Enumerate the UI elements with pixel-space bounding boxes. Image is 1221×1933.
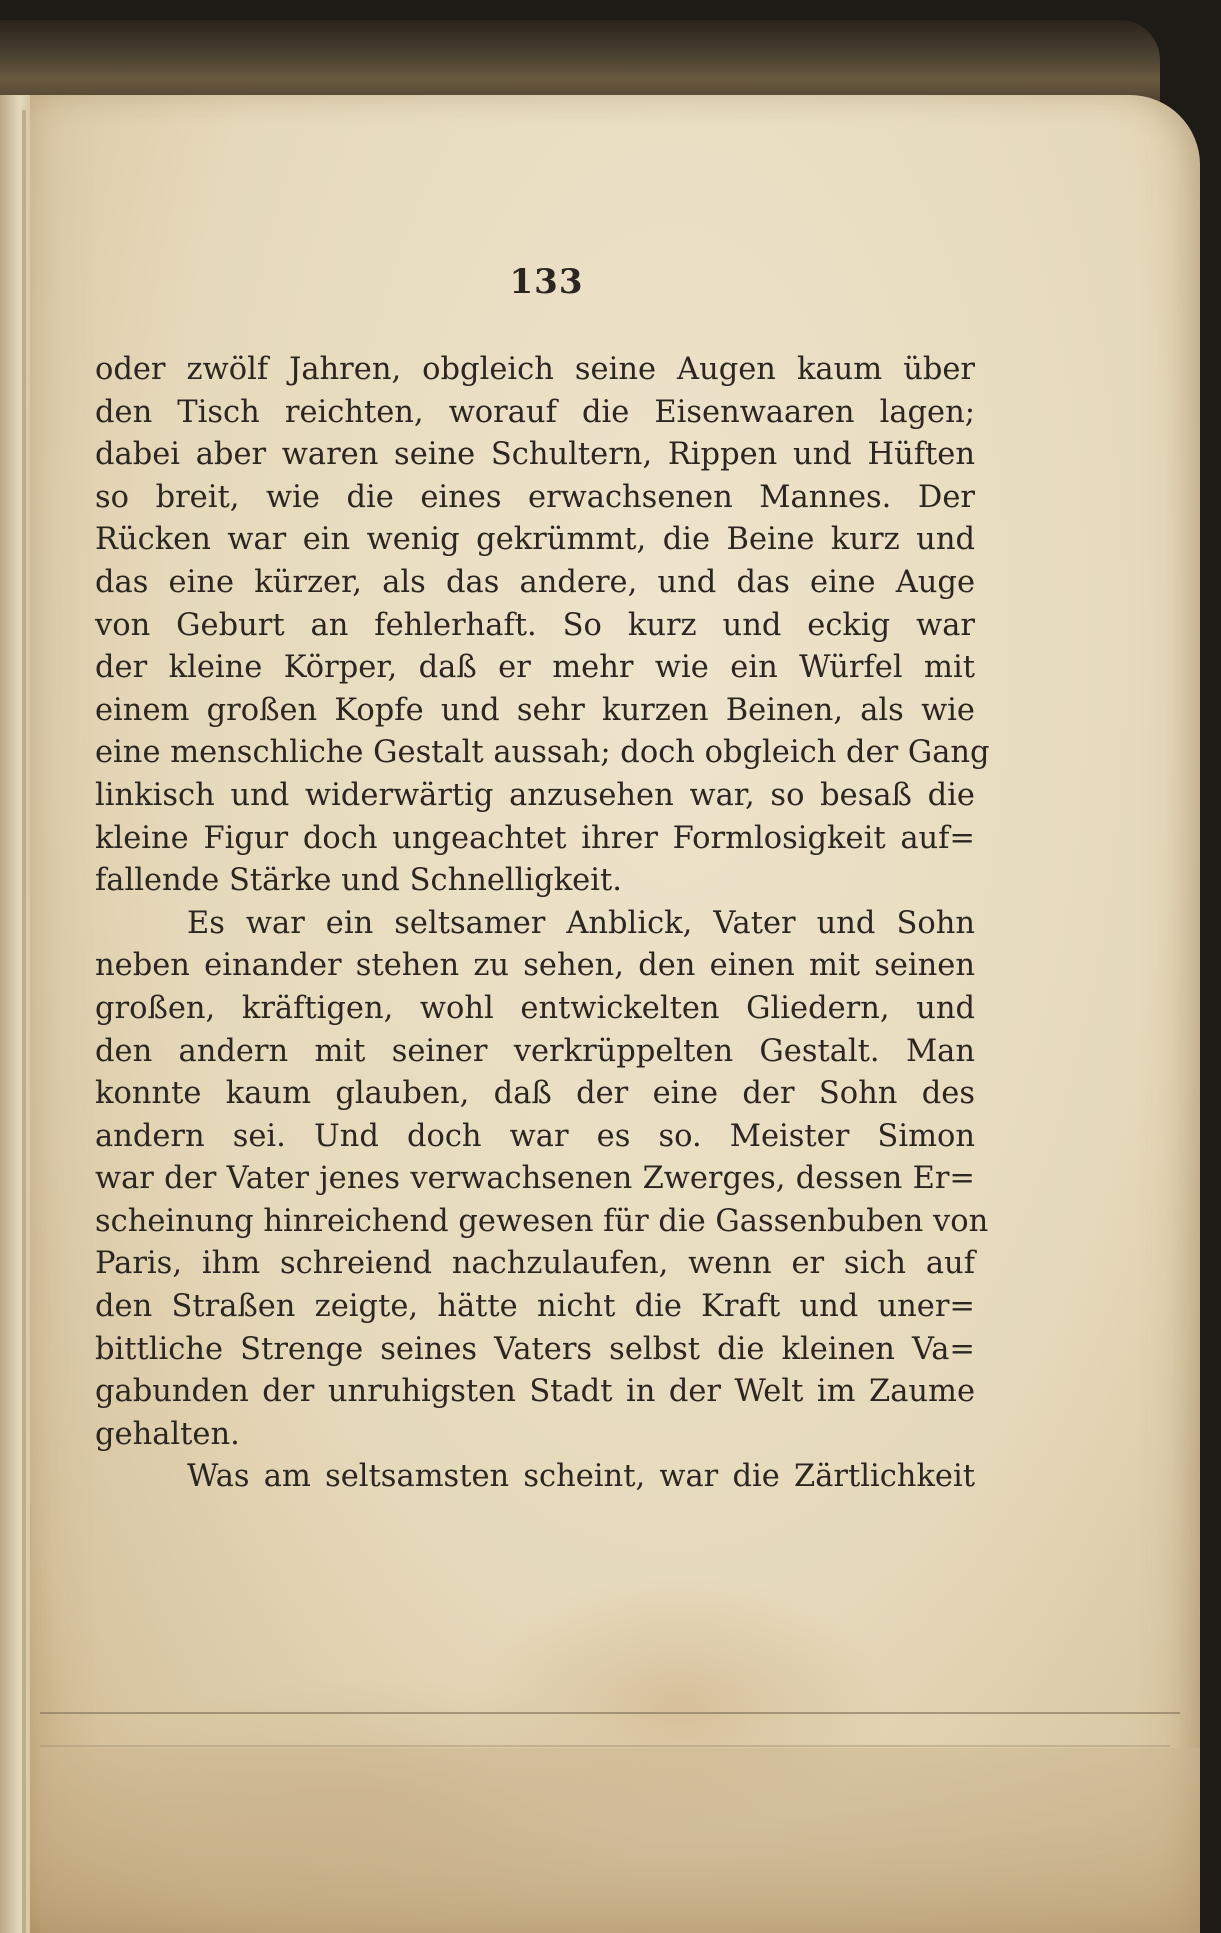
text-line: linkisch und widerwärtig anzusehen war, so besaß die xyxy=(95,777,975,813)
text-line: einem großen Kopfe und sehr kurzen Beinen, als wie xyxy=(95,692,975,728)
lower-page-edge xyxy=(40,1748,1200,1933)
text-line: war der Vater jenes verwachsenen Zwerges, dessen Er= xyxy=(95,1161,975,1197)
paragraph xyxy=(95,1456,975,1499)
text-line: der kleine Körper, daß er mehr wie ein Würfel mit xyxy=(95,650,975,686)
text-line: fallende Stärke und Schnelligkeit. xyxy=(95,863,622,899)
text-line: scheinung hinreichend gewesen für die Gassenbuben von xyxy=(95,1203,989,1239)
page-edge-line xyxy=(40,1712,1180,1714)
body-text xyxy=(95,349,990,1499)
text-line: Es war ein seltsamer Anblick, Vater und Sohn xyxy=(187,905,975,941)
text-line: eine menschliche Gestalt aussah; doch obgleich der Gang xyxy=(95,735,990,771)
text-line: so breit, wie die eines erwachsenen Mannes. Der xyxy=(95,479,975,515)
text-line: bittliche Strenge seines Vaters selbst die kleinen Va= xyxy=(95,1331,975,1367)
text-line: den andern mit seiner verkrüppelten Gestalt. Man xyxy=(95,1033,975,1069)
text-line: konnte kaum glauben, daß der eine der Sohn des xyxy=(95,1076,975,1112)
text-line: andern sei. Und doch war es so. Meister Simon xyxy=(95,1118,975,1154)
text-line: Paris, ihm schreiend nachzulaufen, wenn er sich auf xyxy=(95,1246,975,1282)
text-line: kleine Figur doch ungeachtet ihrer Formlosigkeit auf= xyxy=(95,820,975,856)
text-line: von Geburt an fehlerhaft. So kurz und eckig war xyxy=(95,607,975,643)
text-line: oder zwölf Jahren, obgleich seine Augen kaum über xyxy=(95,352,975,387)
text-line: Was am seltsamsten scheint, war die Zärtlichkeit xyxy=(187,1459,975,1495)
text-line: gabunden der unruhigsten Stadt in der Welt im Zaume xyxy=(95,1374,975,1410)
text-line: Rücken war ein wenig gekrümmt, die Beine kurz und xyxy=(95,522,975,558)
text-line: gehalten. xyxy=(95,1416,240,1452)
text-line: den Tisch reichten, worauf die Eisenwaaren lagen; xyxy=(95,394,975,430)
page-edge-line xyxy=(40,1745,1170,1747)
paragraph xyxy=(95,349,990,903)
text-line: neben einander stehen zu sehen, den einen mit seinen xyxy=(95,948,975,984)
paragraph xyxy=(95,903,989,1457)
text-line: den Straßen zeigte, hätte nicht die Kraft und uner= xyxy=(95,1289,975,1325)
text-line: großen, kräftigen, wohl entwickelten Gliedern, und xyxy=(95,990,975,1026)
gutter-line xyxy=(22,110,26,1933)
text-line: das eine kürzer, als das andere, und das eine Auge xyxy=(95,564,975,600)
page-number: 133 xyxy=(509,262,584,302)
text-line: dabei aber waren seine Schultern, Rippen und Hüften xyxy=(95,437,975,473)
